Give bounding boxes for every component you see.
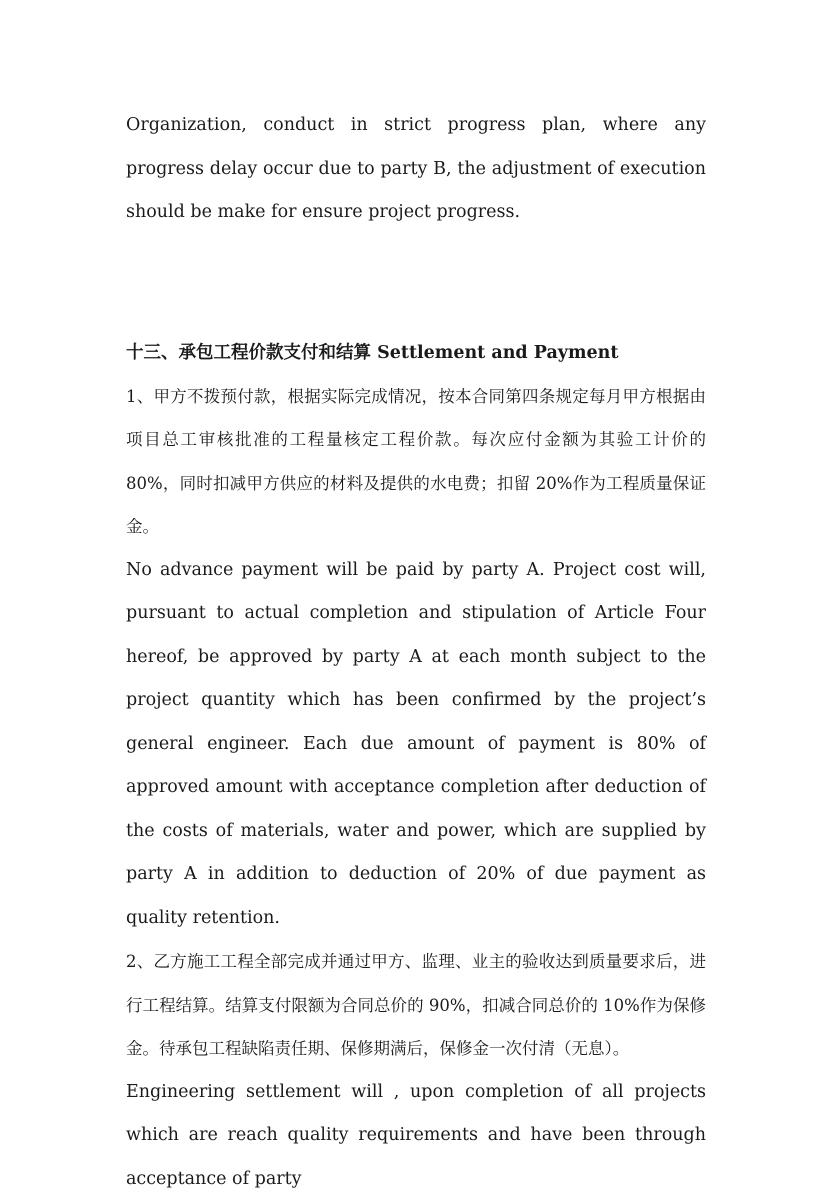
section-spacer: [126, 235, 706, 332]
item2-english-paragraph: Engineering settlement will , upon completion of all projects which are reach quality requirements and have been through acceptance of party: [126, 1071, 706, 1201]
item1-english-paragraph: No advance payment will be paid by party A. Project cost will, pursuant to actual completion and stipulation of Article Four hereof, be approved by party A at each month subject to the project quantity which has been confirmed by the project’s general engineer. Each due amount of payment is 80% of approved amount with acceptance completion after deduction of the costs of materials, water and power, which are supplied by party A in addition to deduction of 20% of due payment as quality retention.: [126, 549, 706, 941]
item1-chinese-paragraph: 1、甲方不拨预付款，根据实际完成情况，按本合同第四条规定每月甲方根据由项目总工审核批准的工程量核定工程价款。每次应付金额为其验工计价的 80%，同时扣减甲方供应的材料及提供的水电费；扣留 20%作为工程质量保证金。: [126, 375, 706, 549]
item2-chinese-paragraph: 2、乙方施工工程全部完成并通过甲方、监理、业主的验收达到质量要求后，进行工程结算。结算支付限额为合同总价的 90%，扣减合同总价的 10%作为保修金。待承包工程缺陷责任期、保修期满后，保修金一次付清（无息）。: [126, 940, 706, 1071]
intro-paragraph: Organization, conduct in strict progress plan, where any progress delay occur due to party B, the adjustment of execution should be make for ensure project progress.: [126, 104, 706, 235]
document-body: [126, 104, 706, 1201]
section-heading: 十三、承包工程价款支付和结算 Settlement and Payment: [126, 332, 706, 375]
